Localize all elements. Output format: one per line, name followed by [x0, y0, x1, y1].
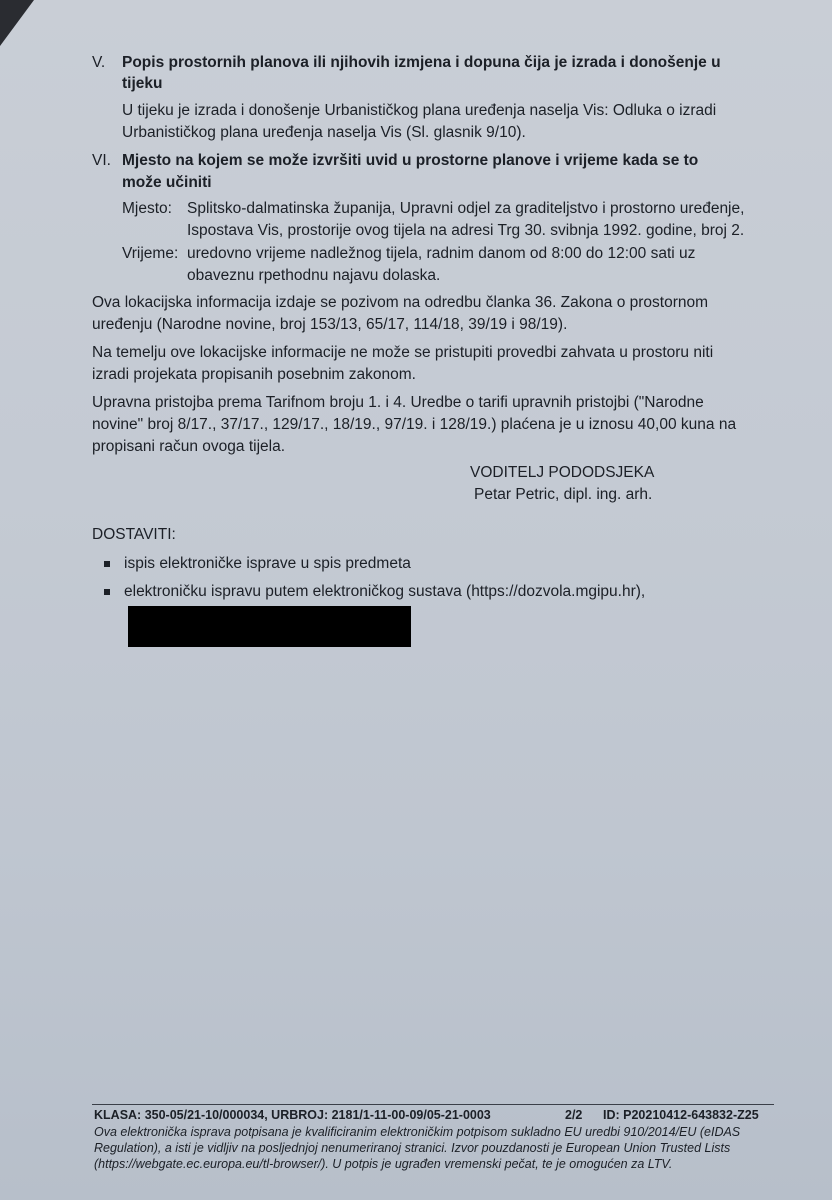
- section-vi-title-line2: može učiniti: [122, 174, 212, 191]
- delivery-heading: DOSTAVITI:: [92, 526, 176, 543]
- bullet-icon: [104, 561, 110, 567]
- section-vi-title-line1: Mjesto na kojem se može izvršiti uvid u prostorne planove i vrijeme kada se to: [122, 152, 699, 169]
- signature-role: VODITELJ PODODSJEKA: [470, 464, 655, 481]
- delivery-item-1: ispis elektroničke isprave u spis predmeta: [124, 555, 411, 572]
- paragraph-1-line2: uređenju (Narodne novine, broj 153/13, 65/17, 114/18, 39/19 i 98/19).: [92, 316, 568, 333]
- place-line2: Ispostava Vis, prostorije ovog tijela na adresi Trg 30. svibnja 1992. godine, broj 2.: [187, 222, 745, 239]
- time-label: Vrijeme:: [122, 245, 179, 262]
- page-corner-shadow: [0, 0, 34, 46]
- redacted-block: [128, 606, 411, 647]
- time-line2: obaveznu rpethodnu najavu dolaska.: [187, 267, 441, 284]
- time-line1: uredovno vrijeme nadležnog tijela, radnim danom od 8:00 do 12:00 sati uz: [187, 245, 696, 262]
- bullet-icon: [104, 589, 110, 595]
- section-v-number: V.: [92, 54, 106, 71]
- paragraph-1-line1: Ova lokacijska informacija izdaje se pozivom na odredbu članka 36. Zakona o prostornom: [92, 294, 709, 311]
- section-v-body-line2: Urbanističkog plana uređenja naselja Vis (Sl. glasnik 9/10).: [122, 124, 526, 141]
- signature-name: Petar Petric, dipl. ing. arh.: [474, 486, 653, 503]
- paragraph-3-line1: Upravna pristojba prema Tarifnom broju 1. i 4. Uredbe o tarifi upravnih pristojbi ("Narodne: [92, 394, 704, 411]
- section-vi-number: VI.: [92, 152, 111, 169]
- footer-klasa: KLASA: 350-05/21-10/000034, URBROJ: 2181/1-11-00-09/05-21-0003: [94, 1108, 491, 1122]
- section-v-body-line1: U tijeku je izrada i donošenje Urbanističkog plana uređenja naselja Vis: Odluka o izradi: [122, 102, 717, 119]
- paragraph-3-line3: propisani račun ovoga tijela.: [92, 438, 286, 455]
- place-label: Mjesto:: [122, 200, 172, 217]
- section-v-title-line1: Popis prostornih planova ili njihovih izmjena i dopuna čija je izrada i donošenje u: [122, 54, 721, 71]
- place-line1: Splitsko-dalmatinska županija, Upravni odjel za graditeljstvo i prostorno uređenje,: [187, 200, 745, 217]
- footer-id: ID: P20210412-643832-Z25: [603, 1108, 759, 1122]
- footer-note-line3: (https://webgate.ec.europa.eu/tl-browser/). U potpis je ugrađen vremenski pečat, te je omogućen za LTV.: [94, 1157, 673, 1171]
- paragraph-3-line2: novine" broj 8/17., 37/17., 129/17., 18/19., 97/19. i 128/19.) plaćena je u iznosu 40,00 kuna na: [92, 416, 737, 433]
- footer-note-line2: Regulation), a isti je vidljiv na posljednjoj nenumeriranoj stranici. Izvor pouzdanosti je European Union Trusted Lists: [94, 1141, 731, 1155]
- footer-note-line1: Ova elektronička isprava potpisana je kvalificiranim elektroničkim potpisom sukladno EU uredbi 910/2014/EU (eIDAS: [94, 1125, 741, 1139]
- section-v-title-line2: tijeku: [122, 75, 163, 92]
- footer-page-number: 2/2: [565, 1108, 583, 1122]
- paragraph-2-line2: izradi projekata propisanih posebnim zakonom.: [92, 366, 416, 383]
- footer-divider: [92, 1104, 774, 1105]
- delivery-item-2: elektroničku ispravu putem elektroničkog sustava (https://dozvola.mgipu.hr),: [124, 583, 646, 600]
- paragraph-2-line1: Na temelju ove lokacijske informacije ne može se pristupiti provedbi zahvata u prostoru niti: [92, 344, 714, 361]
